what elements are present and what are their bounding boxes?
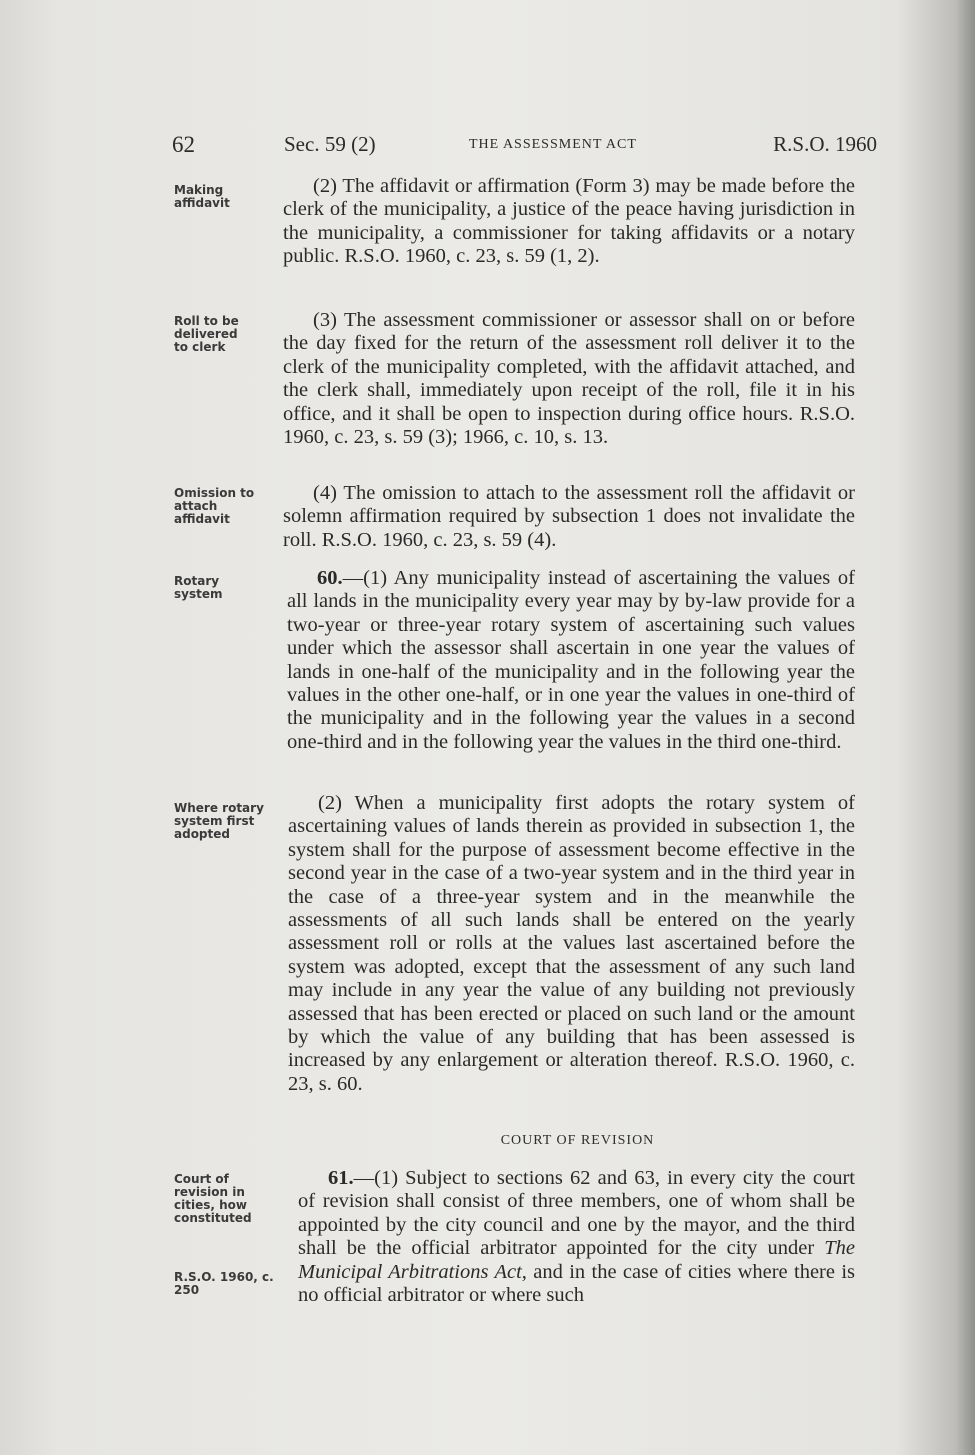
margin-note-court-of-revision: Court of revision in cities, how constituted — [174, 1172, 252, 1225]
edition-label: R.S.O. 1960 — [773, 132, 877, 156]
page-header — [172, 124, 877, 164]
paragraph-60-1-text: —(1) Any municipality instead of ascertaining the values of all lands in the municipality every year may by by-law provide for a two-year or three-year rotary system of ascertaining such values under which the assessor shall ascertain in one year the values of lands in one-half of the municipality and in the following year the values in the other one-half, or in one year the values in one-third of the municipality and in the following year the values in a second one-third and in the following year the values in the third one-third. — [287, 567, 855, 753]
margin-note-omission: Omission to attach affidavit — [174, 486, 255, 526]
margin-note-where-rotary: Where rotary system first adopted — [174, 801, 264, 841]
paragraph-61-1-text-b: , and in the case of cities where there is no official arbitrator or where such — [298, 1260, 855, 1307]
paragraph-61-1 — [298, 1167, 855, 1307]
section-heading-court-of-revision: COURT OF REVISION — [500, 1133, 655, 1148]
running-title: THE ASSESSMENT ACT — [469, 137, 637, 152]
section-number-60: 60. — [317, 567, 343, 589]
margin-note-roll-to-clerk: Roll to be delivered to clerk — [174, 314, 239, 354]
paragraph-59-3: (3) The assessment commissioner or assessor shall on or before the day fixed for the return of the assessment roll deliver it to the clerk of the municipality completed, with the affidavit attached, and the clerk shall, immediately upon receipt of the roll, file it in his office, and it shall be open to inspection during office hours. R.S.O. 1960, c. 23, s. 59 (3); 1966, c. 10, s. 13. — [283, 309, 855, 449]
paragraph-59-2: (2) The affidavit or affirmation (Form 3) may be made before the clerk of the municipality, a justice of the peace having jurisdiction in the municipality, a commissioner for taking affidavits or a notary public. R.S.O. 1960, c. 23, s. 59 (1, 2). — [283, 175, 855, 268]
section-reference: Sec. 59 (2) — [284, 132, 376, 156]
paragraph-60-1 — [287, 567, 855, 754]
margin-note-rso-reference: R.S.O. 1960, c. 250 — [174, 1270, 274, 1297]
page-number: 62 — [172, 132, 195, 157]
paragraph-60-2: (2) When a municipality first adopts the rotary system of ascertaining values of lands therein as provided in subsection 1, the system shall for the purpose of assessment become effective in the second year in the case of a two-year system and in the third year in the case of a three-year system and in the meanwhile the assessments of all such lands shall be entered on the yearly assessment roll or rolls at the values last ascertained before the system was adopted, except that the assessment of any such land may include in any year the value of any building not previously assessed that has been erected or placed on such land or the amount by which the value of any building that has been assessed is increased by any enlargement or alteration thereof. R.S.O. 1960, c. 23, s. 60. — [288, 792, 855, 1095]
margin-note-making-affidavit: Making affidavit — [174, 183, 230, 210]
paragraph-61-1-text-a: —(1) Subject to sections 62 and 63, in every city the court of revision shall consist of three members, one of whom shall be appointed by the city council and one by the mayor, and the third shall be the official arbitrator appointed for the city under — [298, 1167, 855, 1260]
margin-note-rotary: Rotary system — [174, 574, 223, 601]
section-number-61: 61. — [328, 1167, 354, 1189]
paragraph-59-4: (4) The omission to attach to the assessment roll the affidavit or solemn affirmation required by subsection 1 does not invalidate the roll. R.S.O. 1960, c. 23, s. 59 (4). — [283, 482, 855, 551]
act-name-municipal-arbitrations: The Municipal Arbitrations Act — [298, 1237, 855, 1283]
